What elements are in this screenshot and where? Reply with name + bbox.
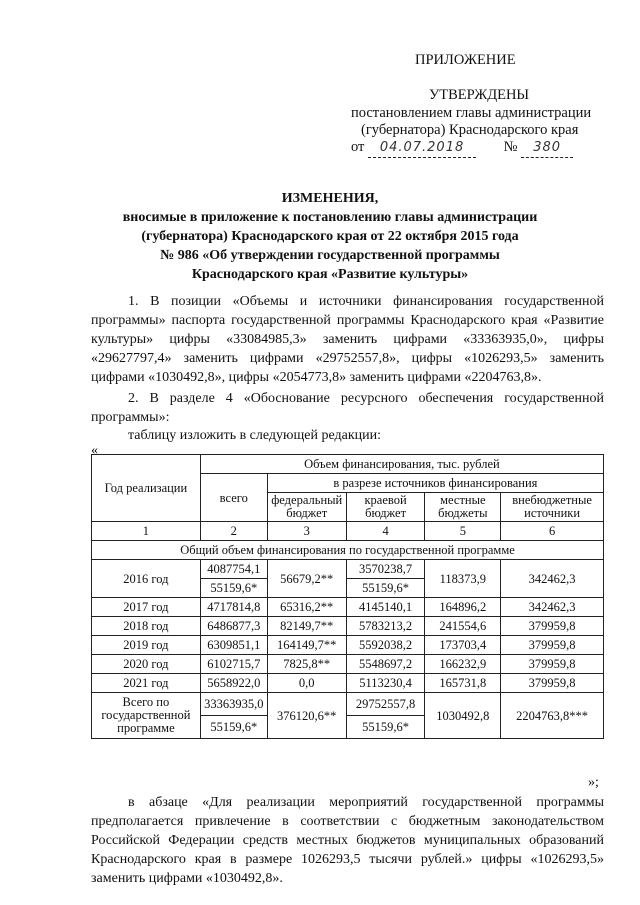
regional-cell: 5548697,2 [346, 655, 425, 674]
column-number-row [92, 522, 604, 541]
paragraph-4: в абзаце «Для реализации мероприятий государственной программы предполагается привлечение в соответствии с бюджетным законодательством Российской Федерации средств местных бюджетов муниципальных образований Краснодарского края в размере 1026293,5 тысячи рублей.» цифры «1026293,5» заменить цифрами «1030492,8». [91, 795, 604, 886]
federal-cell: 82149,7** [267, 617, 346, 636]
col-number: 1 [92, 522, 201, 541]
col-number: 3 [267, 522, 346, 541]
header-federal: федеральный бюджет [267, 493, 346, 522]
year-cell: 2017 год [92, 598, 201, 617]
table-row [92, 674, 604, 693]
table-row [92, 693, 604, 716]
total-cell: 33363935,0 [200, 693, 267, 716]
extra-cell: 342462,3 [501, 598, 604, 617]
local-cell: 241554,6 [425, 617, 501, 636]
header-regional: краевой бюджет [346, 493, 425, 522]
approved-by-line1: постановлением главы администрации [351, 105, 592, 121]
extra-cell: 379959,8 [501, 655, 604, 674]
document-title [60, 189, 600, 284]
federal-cell: 56679,2** [267, 560, 346, 598]
year-cell: 2021 год [92, 674, 201, 693]
total-cell: 6102715,7 [200, 655, 267, 674]
col-number: 2 [200, 522, 267, 541]
paragraph-2: 2. В разделе 4 «Обоснование ресурсного обеспечения государственной программы»: [91, 391, 604, 425]
regional-cell: 55159,6* [346, 716, 425, 739]
header-local: местные бюджеты [425, 493, 501, 522]
table-row [92, 598, 604, 617]
total-cell: 6486877,3 [200, 617, 267, 636]
total-cell: 4087754,1 [200, 560, 267, 579]
header-extra: внебюджетные источники [501, 493, 604, 522]
col-number: 4 [346, 522, 425, 541]
date-number-line [351, 138, 611, 158]
close-quote: »; [588, 775, 599, 790]
title-line-4: № 986 «Об утверждении государственной программы [160, 248, 500, 263]
paragraph-1: 1. В позиции «Объемы и источники финансирования государственной программы» паспорта государственной программы Краснодарского края «Развитие культуры» цифры «33084985,3» заменить цифрами «33363935,0», цифры «29627797,4» заменить цифрами «29752557,8», цифры «1026293,5» заменить цифрами «1030492,8», цифры «2054773,8» заменить цифрами «2204763,8». [91, 294, 604, 385]
section-row [92, 541, 604, 560]
title-line-1: ИЗМЕНЕНИЯ, [281, 191, 379, 206]
year-cell: 2016 год [92, 560, 201, 598]
extra-cell: 2204763,8*** [501, 693, 604, 739]
regional-cell: 4145140,1 [346, 598, 425, 617]
title-line-3: (губернатора) Краснодарского края от 22 октября 2015 года [141, 229, 519, 244]
table-row [92, 560, 604, 579]
handwritten-date: 04.07.2018 [368, 139, 476, 158]
regional-cell: 3570238,7 [346, 560, 425, 579]
year-cell: 2020 год [92, 655, 201, 674]
extra-cell: 342462,3 [501, 560, 604, 598]
year-cell: 2019 год [92, 636, 201, 655]
header-sources: в разрезе источников финансирования [267, 474, 603, 493]
handwritten-number: 380 [521, 139, 573, 158]
total-cell: 5658922,0 [200, 674, 267, 693]
federal-cell: 65316,2** [267, 598, 346, 617]
total-cell: 6309851,1 [200, 636, 267, 655]
local-cell: 173703,4 [425, 636, 501, 655]
financing-table [91, 454, 604, 739]
federal-cell: 0,0 [267, 674, 346, 693]
extra-cell: 379959,8 [501, 636, 604, 655]
total-cell: 4717814,8 [200, 598, 267, 617]
regional-cell: 5783213,2 [346, 617, 425, 636]
table-header-row [92, 455, 604, 474]
local-cell: 1030492,8 [425, 693, 501, 739]
col-number: 5 [425, 522, 501, 541]
federal-cell: 376120,6** [267, 693, 346, 739]
regional-cell: 55159,6* [346, 579, 425, 598]
col-number: 6 [501, 522, 604, 541]
total-cell: 55159,6* [200, 579, 267, 598]
header-year: Год реализации [92, 455, 201, 522]
table-row [92, 636, 604, 655]
approved-label: УТВЕРЖДЕНЫ [429, 87, 530, 103]
local-cell: 166232,9 [425, 655, 501, 674]
total-cell: 55159,6* [200, 716, 267, 739]
year-cell: Всего по государственной программе [92, 693, 201, 739]
approved-by-line2: (губернатора) Краснодарского края [361, 122, 579, 138]
regional-cell: 5592038,2 [346, 636, 425, 655]
local-cell: 165731,8 [425, 674, 501, 693]
date-prefix: от [351, 139, 365, 155]
extra-cell: 379959,8 [501, 674, 604, 693]
appendix-label: ПРИЛОЖЕНИЕ [415, 52, 516, 68]
regional-cell: 5113230,4 [346, 674, 425, 693]
regional-cell: 29752557,8 [346, 693, 425, 716]
federal-cell: 164149,7** [267, 636, 346, 655]
number-prefix: № [503, 139, 518, 155]
title-line-2: вносимые в приложение к постановлению главы администрации [122, 210, 538, 225]
section-title: Общий объем финансирования по государственной программе [92, 541, 604, 560]
header-volume: Объем финансирования, тыс. рублей [200, 455, 603, 474]
title-line-5: Краснодарского края «Развитие культуры» [191, 267, 469, 282]
extra-cell: 379959,8 [501, 617, 604, 636]
federal-cell: 7825,8** [267, 655, 346, 674]
local-cell: 118373,9 [425, 560, 501, 598]
local-cell: 164896,2 [425, 598, 501, 617]
table-row [92, 617, 604, 636]
paragraph-3: таблицу изложить в следующей редакции: [128, 428, 382, 443]
year-cell: 2018 год [92, 617, 201, 636]
header-total: всего [200, 474, 267, 522]
open-quote: « [91, 443, 98, 458]
table-row [92, 655, 604, 674]
